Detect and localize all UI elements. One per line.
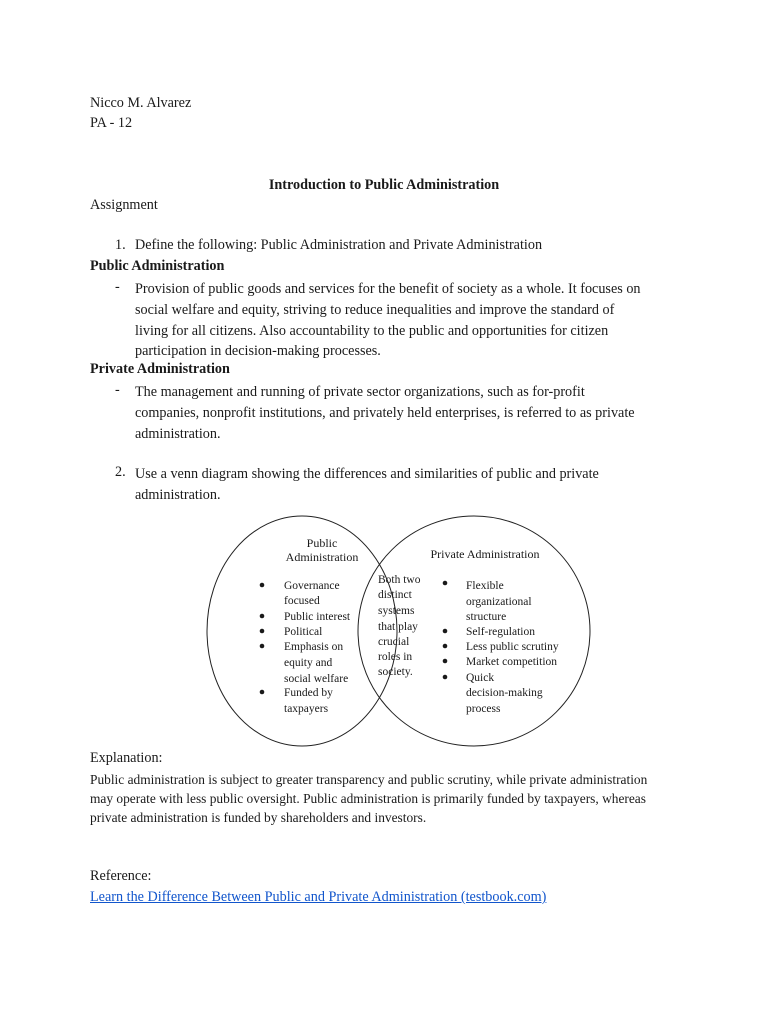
venn-right-title: Private Administration [430,547,540,561]
venn-left-item: taxpayers [284,703,329,715]
venn-left-item: Emphasis on [284,641,344,653]
venn-left-item: Political [284,626,323,638]
course-section: PA - 12 [90,115,133,131]
venn-left-list [260,580,351,715]
bullet-dot [443,629,448,634]
explanation-label: Explanation: [90,750,163,766]
venn-right-item: structure [466,611,507,623]
explanation-line: Public administration is subject to greater transparency and public scrutiny, while private administration [90,772,648,787]
private-admin-bullet: - [115,382,120,398]
reference-label: Reference: [90,868,152,884]
bullet-dot [260,583,265,588]
venn-left-item: Governance [284,580,340,592]
question-2-number: 2. [115,464,126,480]
venn-right-item: process [466,703,501,715]
bullet-dot [443,581,448,586]
venn-center-line: distinct [378,589,412,601]
public-admin-line: participation in decision-making processes. [135,343,381,360]
bullet-dot [443,644,448,649]
private-admin-line: administration. [135,425,221,442]
venn-center-line: systems [378,605,415,617]
venn-left-title: Administration [285,550,359,564]
venn-right-item: Self-regulation [466,626,535,638]
assignment-label: Assignment [90,197,158,213]
explanation-body [90,770,647,827]
bullet-dot [260,614,265,619]
venn-right-list [443,580,559,715]
public-admin-bullet: - [115,279,120,295]
public-admin-line: social welfare and equity, striving to reduce inequalities and improve the standard of [135,301,615,318]
venn-right-item: decision-making [466,687,543,699]
question-1-text: Define the following: Public Administration and Private Administration [135,237,543,253]
reference-link-wrapper [90,889,546,906]
explanation-line: private administration is funded by shareholders and investors. [90,810,427,825]
venn-right-item: Less public scrutiny [466,641,559,653]
question-2-line: Use a venn diagram showing the differences and similarities of public and private [135,466,599,482]
bullet-dot [260,690,265,695]
venn-left-item: social welfare [284,673,349,685]
public-admin-heading: Public Administration [90,258,225,274]
question-2-line: administration. [135,486,221,503]
venn-left-item: focused [284,595,320,607]
venn-right-item: Quick [466,672,495,684]
venn-center-line: roles in [378,651,413,663]
question-1-number: 1. [115,237,126,253]
author-name: Nicco M. Alvarez [90,95,192,111]
private-admin-line: companies, nonprofit institutions, and privately held enterprises, is referred to as private [135,404,635,421]
document-title: Introduction to Public Administration [268,177,500,193]
public-admin-line: living for all citizens. Also accountability to the public and opportunities for citizen [135,322,609,339]
explanation-line: may operate with less public oversight. Public administration is primarily funded by taxpayers, whereas [90,791,646,806]
venn-left-item: Funded by [284,687,333,699]
venn-right-item: Flexible [466,580,504,592]
venn-center-line: society. [378,666,413,678]
venn-left-item: Public interest [284,611,351,623]
venn-left-item: equity and [284,657,333,669]
venn-right-item: Market competition [466,656,558,668]
private-admin-line: The management and running of private sector organizations, such as for-profit [135,384,585,400]
venn-overlap-text [378,574,421,678]
reference-link[interactable]: Learn the Difference Between Public and Private Administration (testbook.com) [90,889,547,905]
venn-left-title: Public [306,536,338,550]
bullet-dot [260,629,265,634]
venn-center-line: crucial [378,636,410,648]
private-admin-heading: Private Administration [90,361,230,377]
venn-center-line: that play [378,621,418,633]
venn-center-line: Both two [378,574,421,586]
bullet-dot [260,644,265,649]
bullet-dot [443,659,448,664]
public-admin-line: Provision of public goods and services for the benefit of society as a whole. It focuses on [135,281,641,297]
bullet-dot [443,675,448,680]
venn-right-item: organizational [466,596,532,608]
